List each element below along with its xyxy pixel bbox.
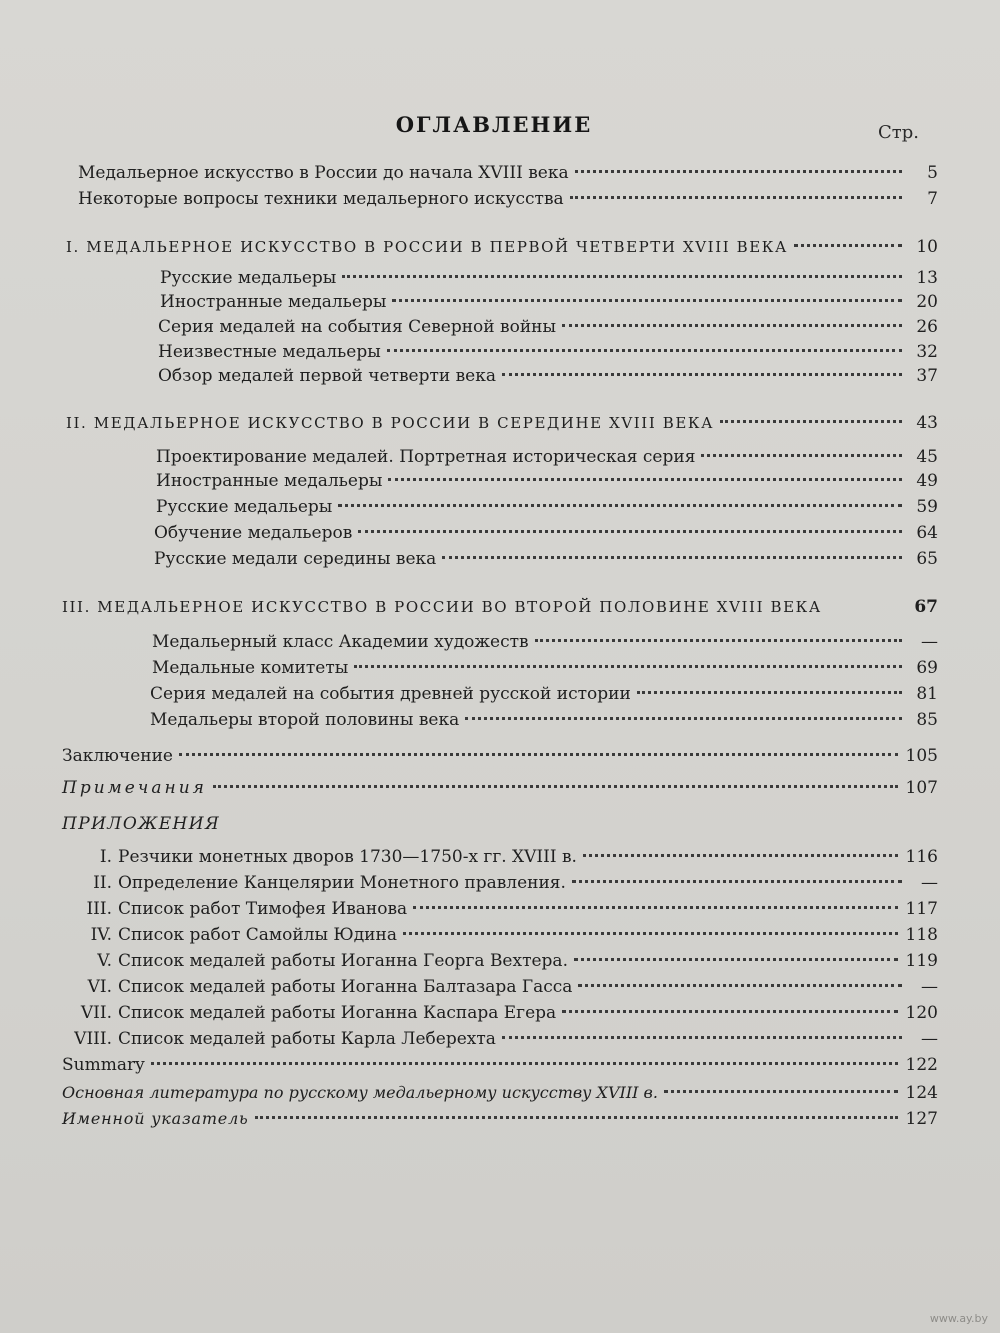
toc-entry-label: Обучение медальеров	[154, 523, 353, 543]
toc-entry-page: 49	[916, 471, 938, 491]
toc-entry[interactable]	[78, 187, 938, 211]
appendix-label	[54, 845, 577, 869]
toc-entry[interactable]	[150, 708, 938, 732]
toc-leader	[562, 1010, 897, 1013]
toc-section[interactable]	[66, 235, 938, 259]
toc-entry-page: 81	[916, 684, 938, 704]
watermark: www.ay.by	[929, 1312, 988, 1325]
appendix-title: Список медалей работы Иоганна Балтазара Гасса	[118, 977, 573, 997]
toc-leader	[535, 639, 902, 642]
toc-leader	[392, 299, 902, 302]
toc-entry-page: 13	[916, 268, 938, 288]
toc-entry-page: 37	[916, 366, 938, 386]
toc-entry[interactable]	[62, 1081, 938, 1105]
toc-entry-label: Обзор медалей первой четверти века	[158, 366, 497, 386]
toc-entry-label: Заключение	[62, 746, 173, 766]
toc-entry-page: 124	[905, 1083, 938, 1103]
toc-leader	[701, 454, 902, 457]
appendix-number: VII.	[80, 1003, 112, 1023]
toc-entry-page: 5	[927, 163, 938, 183]
toc-entry[interactable]	[160, 290, 938, 314]
toc-entry-label: Summary	[62, 1055, 145, 1075]
toc-entry-label: Русские медали середины века	[154, 549, 437, 569]
toc-section-label: III. МЕДАЛЬЕРНОЕ ИСКУССТВО В РОССИИ ВО ВТОРОЙ ПОЛОВИНЕ XVIII ВЕКА	[62, 598, 822, 616]
appendix-number: VI.	[87, 977, 112, 997]
toc-entry[interactable]	[158, 315, 938, 339]
toc-entry-label: Именной указатель	[62, 1109, 249, 1128]
appendix-title: Список медалей работы Карла Леберехта	[118, 1029, 496, 1049]
toc-entry-page: —	[921, 1029, 938, 1049]
toc-entry-page: —	[921, 632, 938, 652]
toc-entry-page: 122	[905, 1055, 938, 1075]
toc-section[interactable]	[66, 411, 938, 435]
toc-entry-page: 32	[916, 342, 938, 362]
appendix-label	[54, 923, 397, 947]
appendix-number: IV.	[90, 925, 112, 945]
toc-entry[interactable]	[152, 630, 938, 654]
toc-leader	[413, 906, 897, 909]
toc-leader	[664, 1090, 898, 1093]
toc-entry-label: Медальерное искусство в России до начала XVIII века	[78, 163, 569, 183]
toc-entry-page: 59	[916, 497, 938, 517]
toc-leader	[442, 556, 902, 559]
toc-leader	[179, 753, 898, 756]
toc-entry-label: Русские медальеры	[160, 268, 337, 288]
appendix-entry[interactable]	[54, 975, 938, 999]
appendix-title: Определение Канцелярии Монетного правления.	[118, 873, 566, 893]
toc-leader	[583, 854, 898, 857]
toc-leader	[578, 984, 902, 987]
toc-leader	[387, 349, 902, 352]
toc-leader	[575, 170, 902, 173]
toc-entry-page: 43	[916, 413, 938, 433]
toc-leader	[354, 665, 902, 668]
appendix-number: II.	[93, 873, 112, 893]
toc-entry-page: 117	[905, 899, 938, 919]
toc-leader	[502, 1036, 902, 1039]
toc-entry-label: Серия медалей на события Северной войны	[158, 317, 557, 337]
toc-entry-page: 118	[905, 925, 938, 945]
appendix-label	[54, 1027, 496, 1051]
toc-entry-page: 107	[905, 778, 938, 798]
appendix-entry[interactable]	[54, 1001, 938, 1025]
toc-leader	[828, 604, 902, 607]
toc-entry[interactable]	[154, 547, 938, 571]
toc-entry-label: Проектирование медалей. Портретная историческая серия	[156, 447, 696, 467]
toc-entry-label: Примечания	[62, 778, 207, 798]
toc-entry-page: 105	[905, 746, 938, 766]
toc-entry-page: 26	[916, 317, 938, 337]
toc-entry[interactable]	[150, 682, 938, 706]
appendix-label	[54, 975, 572, 999]
toc-entry-page: 45	[916, 447, 938, 467]
toc-entry[interactable]	[158, 340, 938, 364]
toc-leader	[255, 1116, 898, 1119]
toc-entry-page: 120	[905, 1003, 938, 1023]
toc-leader	[720, 420, 902, 423]
toc-entry[interactable]	[62, 1107, 938, 1131]
toc-leader	[213, 785, 898, 788]
toc-leader	[358, 530, 902, 533]
toc-entry-page: 69	[916, 658, 938, 678]
toc-entry[interactable]	[78, 161, 938, 185]
toc-leader	[342, 275, 902, 278]
appendix-title: Список медалей работы Иоганна Каспара Егера	[118, 1003, 557, 1023]
toc-entry-page: —	[921, 977, 938, 997]
toc-entry[interactable]	[152, 656, 938, 680]
toc-entry[interactable]	[62, 776, 938, 800]
toc-section-label: II. МЕДАЛЬЕРНОЕ ИСКУССТВО В РОССИИ В СЕРЕДИНЕ XVIII ВЕКА	[66, 414, 715, 432]
appendix-entry[interactable]	[54, 897, 938, 921]
appendix-entry[interactable]	[54, 949, 938, 973]
toc-leader	[403, 932, 898, 935]
appendix-entry[interactable]	[54, 923, 938, 947]
toc-leader	[562, 324, 902, 327]
appendix-number: I.	[99, 847, 112, 867]
appendix-title: Список работ Самойлы Юдина	[118, 925, 397, 945]
toc-leader	[794, 244, 902, 247]
toc-entry-page: 85	[916, 710, 938, 730]
appendix-entry[interactable]	[54, 845, 938, 869]
toc-entry-page: 20	[916, 292, 938, 312]
toc-entry-label: Серия медалей на события древней русской истории	[150, 684, 631, 704]
toc-leader	[502, 373, 902, 376]
appendix-label	[54, 949, 568, 973]
appendix-number: III.	[86, 899, 112, 919]
toc-entry[interactable]	[156, 469, 938, 493]
toc-entry-page: 65	[916, 549, 938, 569]
toc-entry-page: 67	[914, 597, 938, 617]
appendix-number: VIII.	[74, 1029, 112, 1049]
toc-entry[interactable]	[158, 364, 938, 388]
appendix-title: Список медалей работы Иоганна Георга Вехтера.	[118, 951, 568, 971]
toc-section[interactable]	[62, 595, 938, 619]
toc-entry[interactable]	[156, 445, 938, 469]
toc-leader	[574, 958, 898, 961]
toc-leader	[570, 196, 902, 199]
appendix-title: Резчики монетных дворов 1730—1750-х гг. XVIII в.	[118, 847, 577, 867]
page-title: ОГЛАВЛЕНИЕ	[395, 112, 593, 137]
toc-entry-label: Русские медальеры	[156, 497, 333, 517]
toc-entry-page: 127	[905, 1109, 938, 1129]
toc-entry-label: Медальерный класс Академии художеств	[152, 632, 529, 652]
toc-leader	[637, 691, 902, 694]
appendix-heading: ПРИЛОЖЕНИЯ	[62, 814, 221, 834]
toc-entry-label: Иностранные медальеры	[160, 292, 387, 312]
toc-entry-label: Основная литература по русскому медальерному искусству XVIII в.	[62, 1083, 658, 1102]
toc-entry[interactable]	[62, 744, 938, 768]
toc-entry-page: 64	[916, 523, 938, 543]
toc-leader	[388, 478, 902, 481]
toc-entry[interactable]	[156, 495, 938, 519]
toc-entry-label: Медальеры второй половины века	[150, 710, 460, 730]
toc-leader	[572, 880, 902, 883]
toc-entry[interactable]	[62, 1053, 938, 1077]
appendix-label	[54, 1001, 556, 1025]
toc-leader	[151, 1062, 898, 1065]
toc-entry-page: 119	[905, 951, 938, 971]
appendix-number: V.	[97, 951, 112, 971]
toc-leader	[465, 717, 902, 720]
toc-entry-page: —	[921, 873, 938, 893]
toc-entry-page: 7	[927, 189, 938, 209]
appendix-label	[54, 871, 566, 895]
toc-entry-page: 10	[916, 237, 938, 257]
toc-entry-label: Некоторые вопросы техники медальерного искусства	[78, 189, 564, 209]
page-column-label: Стр.	[878, 122, 919, 143]
toc-leader	[338, 504, 902, 507]
appendix-label	[54, 897, 407, 921]
appendix-entry[interactable]	[54, 1027, 938, 1051]
toc-entry[interactable]	[154, 521, 938, 545]
toc-entry-page: 116	[905, 847, 938, 867]
appendix-entry[interactable]	[54, 871, 938, 895]
toc-entry-label: Неизвестные медальеры	[158, 342, 381, 362]
toc-entry-label: Медальные комитеты	[152, 658, 349, 678]
toc-entry[interactable]	[160, 266, 938, 290]
toc-entry-label: Иностранные медальеры	[156, 471, 383, 491]
appendix-title: Список работ Тимофея Иванова	[118, 899, 408, 919]
toc-section-label: I. МЕДАЛЬЕРНОЕ ИСКУССТВО В РОССИИ В ПЕРВОЙ ЧЕТВЕРТИ XVIII ВЕКА	[66, 238, 788, 256]
